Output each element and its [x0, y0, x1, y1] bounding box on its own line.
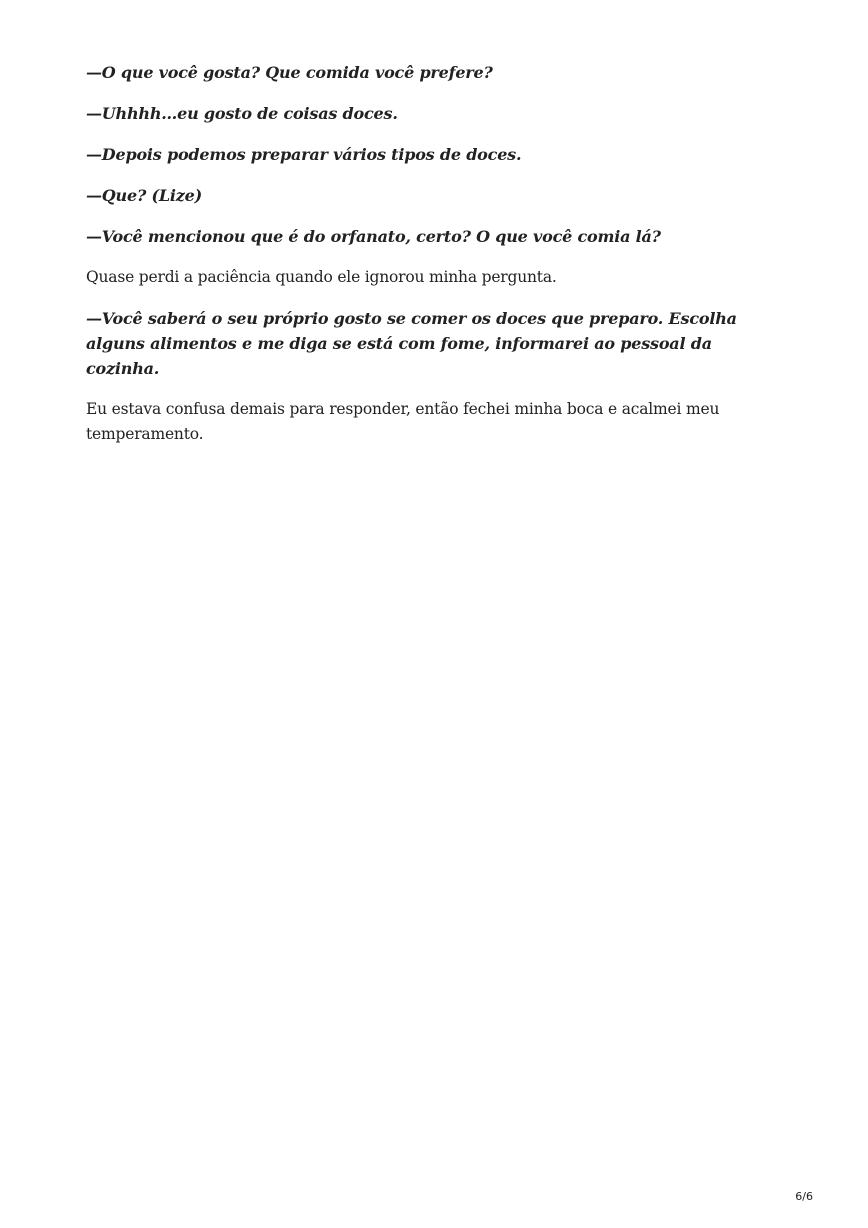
narration-paragraph: Quase perdi a paciência quando ele ignorou minha pergunta.	[86, 268, 557, 286]
narration-paragraph: Eu estava confusa demais para responder, então fechei minha boca e acalmei meu temperamento.	[86, 400, 720, 443]
dialogue-line: —O que você gosta? Que comida você prefere?	[86, 63, 493, 82]
document-body	[86, 60, 786, 463]
page-number: 6/6	[795, 1190, 813, 1203]
dialogue-line: —Depois podemos preparar vários tipos de doces.	[86, 145, 522, 164]
dialogue-line: —Uhhhh…eu gosto de coisas doces.	[86, 104, 398, 123]
dialogue-line: —Que? (Lize)	[86, 186, 203, 205]
dialogue-line: —Você mencionou que é do orfanato, certo? O que você comia lá?	[86, 227, 661, 246]
dialogue-line: —Você saberá o seu próprio gosto se comer os doces que preparo. Escolha alguns alimentos e me diga se está com fome, informarei ao pessoal da cozinha.	[86, 309, 737, 378]
